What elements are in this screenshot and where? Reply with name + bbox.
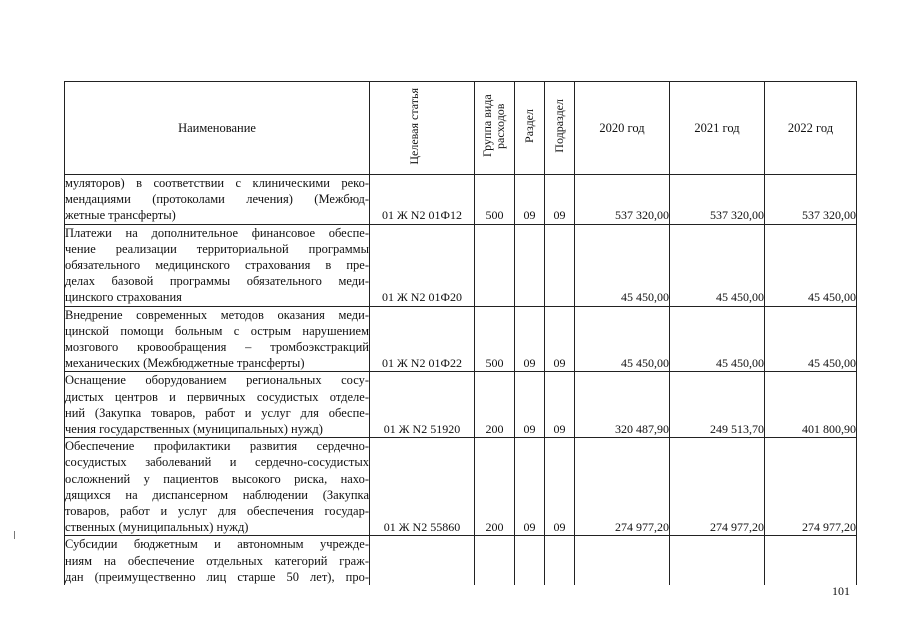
row-name-line: обязательного медицинского страхования в пре- — [65, 258, 369, 273]
header-2022: 2022 год — [765, 82, 857, 175]
table-row — [65, 306, 857, 372]
header-2020: 2020 год — [575, 82, 670, 175]
row-name — [65, 536, 370, 585]
header-subsection: Подраздел — [545, 82, 575, 175]
row-expense-group: 500 — [475, 306, 515, 372]
row-expense-group: 200 — [475, 372, 515, 438]
row-value-2020: 320 487,90 — [575, 372, 670, 438]
row-value-2022: 537 320,00 — [765, 175, 857, 225]
row-value-2021: 249 513,70 — [670, 372, 765, 438]
row-name-line: дящихся на диспансерном наблюдении (Закупка — [65, 487, 369, 502]
table-row — [65, 372, 857, 438]
row-name-line: ниям на обеспечение отдельных категорий граж- — [65, 553, 369, 568]
row-subsection: 09 — [545, 306, 575, 372]
row-name-line: сосудистых заболеваний и сердечно-сосудистых — [65, 455, 369, 470]
header-name: Наименование — [65, 82, 370, 175]
row-name-line: жетные трансферты) — [65, 208, 176, 223]
row-name-line: Обеспечение профилактики развития сердечно- — [65, 439, 369, 454]
row-target-article: 01 Ж N2 01Ф20 — [370, 224, 475, 306]
row-value-2020: 274 977,20 — [575, 438, 670, 536]
row-section: 09 — [515, 175, 545, 225]
row-section — [515, 224, 545, 306]
row-value-2021: 537 320,00 — [670, 175, 765, 225]
row-value-2021: 45 450,00 — [670, 306, 765, 372]
row-section — [515, 536, 545, 585]
row-name-line: ственных (муниципальных) нужд) — [65, 520, 249, 535]
row-section: 09 — [515, 306, 545, 372]
row-name — [65, 224, 370, 306]
row-name-line: ний (Закупка товаров, работ и услуг для обеспе- — [65, 405, 369, 420]
row-name-line: Внедрение современных методов оказания меди- — [65, 307, 369, 322]
table-row — [65, 224, 857, 306]
row-value-2020: 45 450,00 — [575, 306, 670, 372]
table-header-row — [65, 82, 857, 175]
row-expense-group: 200 — [475, 438, 515, 536]
row-name-line: мозгового кровообращения – тромбоэкстракций — [65, 340, 369, 355]
row-name — [65, 372, 370, 438]
row-value-2022: 274 977,20 — [765, 438, 857, 536]
row-name-line: осложнений у пациентов высокого риска, нахо- — [65, 471, 369, 486]
row-value-2022: 401 800,90 — [765, 372, 857, 438]
row-target-article — [370, 536, 475, 585]
row-target-article: 01 Ж N2 01Ф12 — [370, 175, 475, 225]
row-name-line: дистых центров и первичных сосудистых отделе- — [65, 389, 369, 404]
row-name — [65, 306, 370, 372]
row-value-2020: 537 320,00 — [575, 175, 670, 225]
row-value-2020 — [575, 536, 670, 585]
table-row — [65, 438, 857, 536]
header-expense-group: Группа вида расходов — [475, 82, 515, 175]
row-name-line: дан (преимущественно лиц старше 50 лет), про- — [65, 569, 369, 584]
row-subsection — [545, 536, 575, 585]
row-value-2022 — [765, 536, 857, 585]
row-name-line: муляторов) в соответствии с клиническими реко- — [65, 176, 369, 190]
row-value-2020: 45 450,00 — [575, 224, 670, 306]
row-name-line: товаров, работ и услуг для обеспечения государ- — [65, 504, 369, 519]
row-expense-group: 500 — [475, 175, 515, 225]
row-subsection — [545, 224, 575, 306]
table-row — [65, 536, 857, 585]
row-name — [65, 438, 370, 536]
row-name-line: делах базовой программы обязательного меди- — [65, 274, 369, 289]
page-number: 101 — [832, 584, 850, 598]
row-name-line: Оснащение оборудованием региональных сосу- — [65, 373, 369, 388]
row-target-article: 01 Ж N2 51920 — [370, 372, 475, 438]
row-target-article: 01 Ж N2 55860 — [370, 438, 475, 536]
row-value-2022: 45 450,00 — [765, 224, 857, 306]
row-target-article: 01 Ж N2 01Ф22 — [370, 306, 475, 372]
row-section: 09 — [515, 438, 545, 536]
header-2021: 2021 год — [670, 82, 765, 175]
row-section: 09 — [515, 372, 545, 438]
budget-table — [64, 81, 857, 585]
row-name-line: мендациями (протоколами лечения) (Межбюд- — [65, 192, 369, 207]
row-name — [65, 175, 370, 225]
header-target-article: Целевая статья — [370, 82, 475, 175]
row-value-2021: 45 450,00 — [670, 224, 765, 306]
row-subsection: 09 — [545, 372, 575, 438]
row-name-line: чения государственных (муниципальных) нужд) — [65, 422, 323, 437]
row-subsection: 09 — [545, 175, 575, 225]
row-value-2021 — [670, 536, 765, 585]
row-name-line: цинского страхования — [65, 290, 182, 305]
margin-mark — [14, 531, 15, 539]
table-row — [65, 175, 857, 225]
row-name-line: Платежи на дополнительное финансовое обеспе- — [65, 225, 369, 240]
row-value-2021: 274 977,20 — [670, 438, 765, 536]
row-expense-group — [475, 224, 515, 306]
row-expense-group — [475, 536, 515, 585]
row-name-line: чение реализации территориальной программы — [65, 241, 369, 256]
row-value-2022: 45 450,00 — [765, 306, 857, 372]
header-section: Раздел — [515, 82, 545, 175]
row-subsection: 09 — [545, 438, 575, 536]
row-name-line: Субсидии бюджетным и автономным учрежде- — [65, 537, 369, 552]
row-name-line: цинской помощи больным с острым нарушением — [65, 323, 369, 338]
row-name-line: механических (Межбюджетные трансферты) — [65, 356, 305, 371]
